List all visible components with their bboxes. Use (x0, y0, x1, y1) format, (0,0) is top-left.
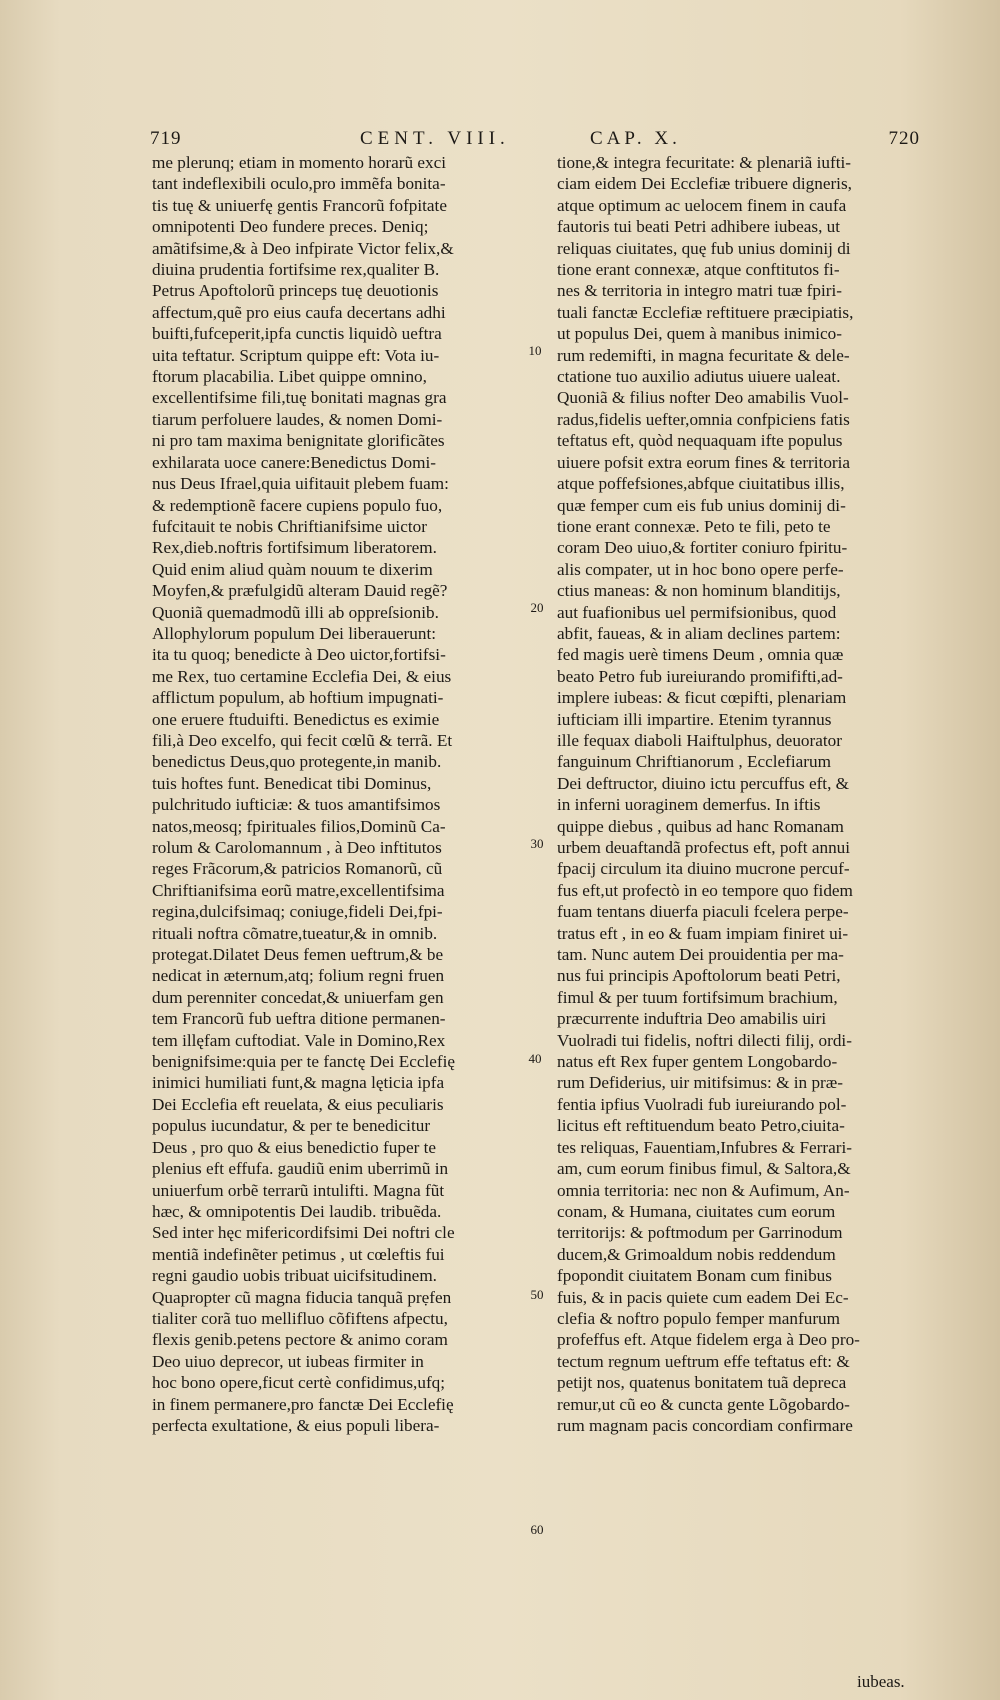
text-line: tem Francorũ fub ueftra ditione permanen- (152, 1009, 446, 1029)
text-line: tem illęfam cuftodiat. Vale in Domino,Rex (152, 1030, 446, 1050)
text-line: tes reliquas, Fauentiam,Infubres & Ferrari- (557, 1137, 852, 1157)
text-line: natus eft Rex fuper gentem Longobardo- (557, 1052, 838, 1072)
text-line: aut fuafionibus uel permifsionibus, quod (557, 602, 837, 622)
text-line: am, cum eorum finibus fimul, & Saltora,& (557, 1159, 851, 1179)
text-line: amãtifsime,& à Deo infpirate Victor felix,& (152, 238, 454, 258)
text-line: radus,fidelis uefter,omnia confpiciens fatis (557, 409, 850, 429)
text-line: fentia ipfius Vuolradi fub iureiurando pol- (557, 1094, 847, 1114)
text-line: buifti,fufceperit,ipfa cunctis liquidò ueftra (152, 324, 442, 344)
text-line: abfit, faueas, & in aliam declines partem: (557, 623, 841, 643)
text-line: rolum & Carolomannum , à Deo inftitutos (152, 838, 442, 857)
text-line: protegat.Dilatet Deus femen ueftrum,& be (152, 945, 444, 965)
text-line: nus fui principis Apoftolorum beati Petri, (557, 966, 841, 986)
text-line: conam, & Humana, ciuitates cum eorum (557, 1201, 836, 1221)
line-number: 50 (530, 1287, 544, 1302)
text-line: uiuere pofsit extra eorum fines & territoria (557, 452, 851, 472)
text-line: tis tuę & uniuerfę gentis Francorũ fofpitate (152, 195, 447, 215)
text-line: coram Deo uiuo,& fortiter coniuro fpiritu- (557, 538, 848, 558)
text-line: profeffus eft. Atque fidelem erga à Deo pro- (557, 1330, 860, 1350)
line-number: 60 (530, 1522, 544, 1537)
text-line: rum Defiderius, uir mitifsimus: & in præ- (557, 1073, 843, 1093)
text-line: implere iubeas: & ficut cœpifti, plenariam (557, 688, 847, 708)
text-line: plenius eft effufa. gaudiũ enim uberrimũ in (152, 1159, 449, 1179)
text-line: ctatione tuo auxilio adiutus uiuere ualeat. (557, 367, 841, 387)
running-title: CENT. VIII. (360, 128, 510, 149)
text-line: beato Petro fub iureiurando promififti,ad- (557, 666, 843, 686)
text-line: tiarum perfoluere laudes, & nomen Domi- (152, 409, 443, 429)
text-line: tuis hoftes funt. Benedicat tibi Dominus, (152, 773, 432, 793)
text-line: omnia territoria: nec non & Aufimum, An- (557, 1180, 850, 1200)
text-line: ciam eidem Dei Ecclefiæ tribuere digneris, (557, 174, 852, 194)
text-line: fimul & per tuum fortifsimum brachium, (557, 987, 838, 1007)
line-number: 10 (528, 343, 542, 358)
text-line: tione erant connexæ. Peto te fili, peto te (557, 516, 831, 536)
text-line: tuali fanctæ Ecclefiæ reftituere præcipiatis, (557, 302, 854, 322)
text-line: uita teftatur. Scriptum quippe eft: Vota iu- (152, 345, 440, 365)
text-line: fuis, & in pacis quiete cum eadem Dei Ec- (557, 1287, 849, 1307)
text-line: atque poffefsiones,abfque ciuitatibus illis, (557, 474, 845, 494)
text-line: iufticiam illi impartire. Etenim tyrannus (557, 709, 832, 729)
running-header (150, 128, 920, 154)
text-line: perfecta exultatione, & eius populi libera- (152, 1415, 440, 1435)
text-line: tectum regnum ueftrum effe teftatus eft: & (557, 1351, 850, 1371)
text-line: ducem,& Grimoaldum nobis reddendum (557, 1244, 836, 1264)
text-line: quæ femper cum eis fub unius dominij di- (557, 495, 846, 515)
text-line: & redemptionẽ facere cupiens populo fuo, (152, 495, 443, 515)
line-number: 20 (530, 600, 544, 615)
text-line: rum redemifti, in magna fecuritate & dele- (557, 345, 850, 365)
text-line: Quid enim aliud quàm nouum te dixerim (152, 559, 433, 579)
text-line: Petrus Apoftolorũ princeps tuę deuotionis (152, 281, 439, 301)
text-line: mentiã indefinẽter petimus , ut cœleftis fui (152, 1244, 445, 1264)
text-line: Quoniã quemadmodũ illi ab oppreſsionib. (152, 602, 439, 622)
text-line: fed magis uerè timens Deum , omnia quæ (557, 645, 844, 665)
text-line: populus iucundatur, & per te benedicitur (152, 1116, 431, 1136)
text-line: fufcitauit te nobis Chriftianifsime uictor (152, 516, 427, 536)
right-text-column (557, 152, 919, 1436)
text-line: ftorum placabilia. Libet quippe omnino, (152, 367, 427, 387)
text-line: fanguinum Chriftianorum , Ecclefiarum (557, 752, 831, 772)
text-line: ut populus Dei, quem à manibus inimico- (557, 324, 842, 344)
text-line: diuina prudentia fortifsime rex,qualiter B. (152, 260, 440, 280)
text-line: tione,& integra fecuritate: & plenariã iufti- (557, 153, 851, 172)
text-line: reges Frãcorum,& patricios Romanorũ, cũ (152, 859, 443, 879)
text-line: fili,à Deo excelfo, qui fecit cœlũ & terrã. Et (152, 730, 453, 750)
text-line: ita tu quoq; benedicte à Deo uictor,fortifsi- (152, 645, 446, 665)
text-line: Sed inter hęc mifericordifsimi Dei noftri cle (152, 1223, 455, 1243)
text-line: territorijs: & poftmodum per Garrinodum (557, 1223, 843, 1243)
line-number: 30 (530, 836, 544, 851)
text-line: alis compater, ut in hoc bono opere perfe- (557, 559, 844, 579)
text-line: Chriftianifsima eorũ matre,excellentifsima (152, 880, 445, 900)
text-line: tam. Nunc autem Dei prouidentia per ma- (557, 945, 844, 965)
catchword: iubeas. (857, 1672, 905, 1691)
text-line: tione erant connexæ, atque conftitutos fi- (557, 260, 840, 280)
text-line: uniuerfum orbẽ terrarũ intulifti. Magna fũt (152, 1180, 445, 1200)
text-line: exhilarata uoce canere:Benedictus Domi- (152, 452, 436, 472)
text-line: in finem permanere,pro fanctæ Dei Ecclefię (152, 1394, 454, 1414)
text-line: ille fequax diaboli Haiftulphus, deuorator (557, 730, 842, 750)
text-line: fautoris tui beati Petri adhibere iubeas, ut (557, 217, 841, 237)
text-line: regina,dulcifsimaq; coniuge,fideli Dei,fpi- (152, 902, 443, 922)
text-line: petijt nos, quatenus bonitatem tuã depreca (557, 1373, 847, 1393)
text-line: atque optimum ac uelocem finem in caufa (557, 195, 847, 215)
text-line: benedictus Deus,quo protegente,in manib. (152, 752, 442, 772)
text-line: præcurrente induftria Deo amabilis uiri (557, 1009, 827, 1029)
text-line: afflictum populum, ab hoftium impugnati- (152, 688, 444, 708)
text-line: urbem deuaftandã profectus eft, poft annui (557, 838, 851, 857)
left-text-column (152, 152, 520, 1436)
text-line: affectum,quẽ pro eius caufa decertans adhi (152, 302, 446, 322)
chapter-heading: CAP. X. (590, 128, 681, 149)
text-line: nus Deus Ifrael,quia uifitauit plebem fuam: (152, 474, 449, 494)
text-line: Allophylorum populum Dei liberauerunt: (152, 623, 437, 643)
text-line: reliquas ciuitates, quę fub unius dominij di (557, 238, 851, 258)
line-number: 40 (528, 1051, 542, 1066)
text-line: Dei Ecclefia eft reuelata, & eius peculiaris (152, 1094, 444, 1114)
text-line: tratus eft , in eo & fuam impiam finiret ui- (557, 923, 849, 943)
text-line: tant indeflexibili oculo,pro immẽfa bonita- (152, 174, 446, 194)
text-line: dum perenniter concedat,& uniuerfam gen (152, 987, 444, 1007)
text-line: Deo uiuo deprecor, ut iubeas firmiter in (152, 1351, 424, 1371)
text-line: regni gaudio uobis tribuat uicifsitudinem. (152, 1266, 437, 1286)
text-line: in inferni uoraginem demerfus. In iftis (557, 795, 821, 815)
text-line: flexis genib.petens pectore & animo coram (152, 1330, 448, 1350)
text-line: nedicat in æternum,atq; folium regni fruen (152, 966, 445, 986)
text-line: Deus , pro quo & eius benedictio fuper te (152, 1137, 436, 1157)
text-line: licitus eft reftituendum beato Petro,ciuita- (557, 1116, 845, 1136)
text-line: hoc bono opere,ficut certè confidimus,ufq; (152, 1373, 446, 1393)
text-line: teftatus eft, quòd nequaquam ifte populus (557, 431, 843, 451)
text-line: one eruere ftuduifti. Benedictus es eximie (152, 709, 440, 729)
text-line: omnipotenti Deo fundere preces. Deniq; (152, 217, 429, 237)
text-line: inimici humiliati funt,& magna lęticia ipfa (152, 1073, 445, 1093)
text-line: Vuolradi tui fidelis, noftri dilecti filij, ordi- (557, 1030, 852, 1050)
text-line: Rex,dieb.noftris fortifsimum liberatorem. (152, 538, 437, 558)
page-number-left: 719 (150, 128, 182, 149)
text-line: clefia & noftro populo femper manfurum (557, 1308, 841, 1328)
text-line: ni pro tam maxima benignitate glorificãtes (152, 431, 445, 451)
text-line: fpopondit ciuitatem Bonam cum finibus (557, 1266, 832, 1286)
text-line: fus eft,ut profectò in eo tempore quo fidem (557, 880, 853, 900)
text-line: me Rex, tuo certamine Ecclefia Dei, & eius (152, 666, 452, 686)
text-line: Quapropter cũ magna fiducia tanquã prẹfen (152, 1287, 452, 1307)
text-line: rum magnam pacis concordiam confirmare (557, 1415, 853, 1435)
text-line: excellentifsime fili,tuę bonitati magnas gra (152, 388, 447, 408)
text-line: quippe diebus , quibus ad hanc Romanam (557, 816, 844, 836)
text-line: benignifsime:quia per te fanctę Dei Ecclefię (152, 1052, 456, 1072)
text-line: remur,ut cũ eo & cuncta gente Lõgobardo- (557, 1394, 850, 1414)
page-number-right: 720 (888, 128, 920, 149)
text-line: hæc, & omnipotentis Dei laudib. tribuẽda. (152, 1201, 442, 1221)
text-line: tialiter corã tuo mellifluo cõfiftens afpectu, (152, 1308, 448, 1328)
text-line: rituali noftra cõmatre,tueatur,& in omnib. (152, 923, 438, 943)
text-line: fpacij circulum ita diuino mucrone percuf- (557, 859, 850, 879)
text-line: natos,meosq; fpirituales filios,Dominũ Ca- (152, 816, 446, 836)
text-line: me plerunq; etiam in momento horarũ exci (152, 153, 447, 172)
text-line: pulchritudo iufticiæ: & tuos amantifsimos (152, 795, 441, 815)
text-line: fuam tentans diuerfa piaculi fcelera perpe- (557, 902, 849, 922)
text-line: Quoniã & filius nofter Deo amabilis Vuol- (557, 388, 849, 408)
text-line: ctius maneas: & non hominum blanditijs, (557, 581, 841, 601)
text-line: Moyfen,& præfulgidũ alteram Dauid regẽ? (152, 581, 448, 601)
text-line: Dei deftructor, diuino ictu percuffus eft, & (557, 773, 850, 793)
text-line: nes & territoria in integro matri tuæ fpiri- (557, 281, 842, 301)
